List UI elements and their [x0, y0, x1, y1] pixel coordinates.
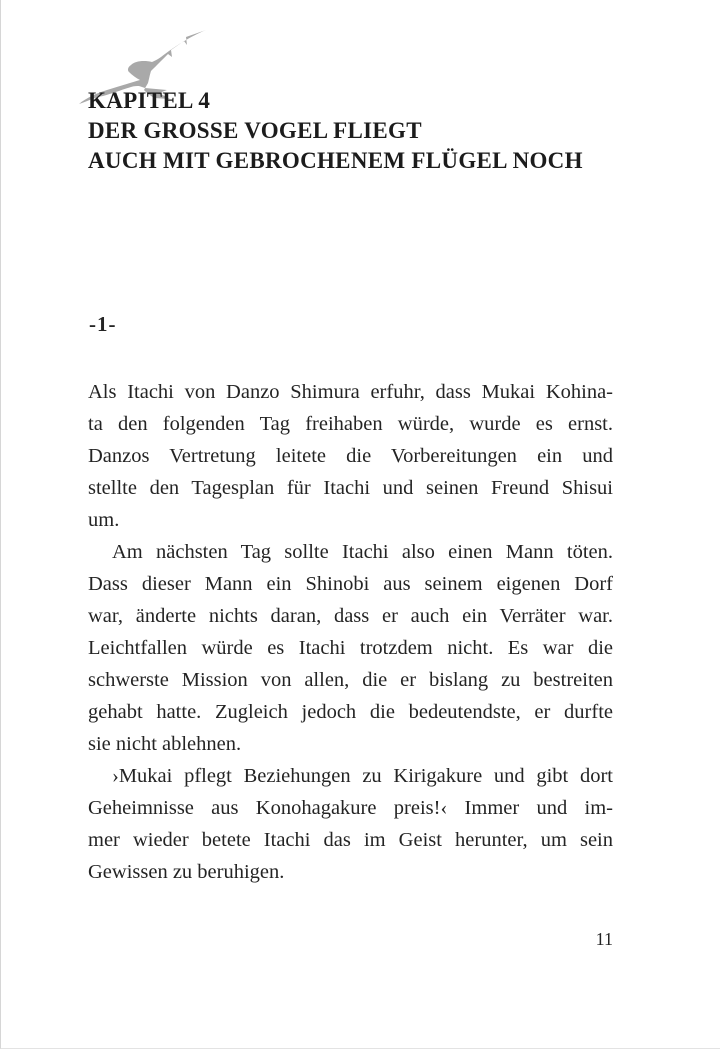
book-page [1, 0, 720, 1048]
body-line: Dass dieser Mann ein Shinobi aus seinem eigenen Dorf [88, 573, 613, 595]
body-line: gehabt hatte. Zugleich jedoch die bedeutendste, er durfte [88, 701, 613, 723]
body-line: Am nächsten Tag sollte Itachi also einen Mann töten. [112, 541, 613, 563]
body-line: Danzos Vertretung leitete die Vorbereitungen ein und [88, 445, 613, 467]
body-line: stellte den Tagesplan für Itachi und seinen Freund Shisui [88, 477, 613, 499]
page-number: 11 [595, 929, 613, 949]
chapter-kicker: KAPITEL 4 [88, 88, 211, 113]
body-text [88, 376, 613, 888]
body-line: schwerste Mission von allen, die er bislang zu bestreiten [88, 669, 613, 691]
body-line: sie nicht ablehnen. [88, 733, 242, 755]
body-line: Gewissen zu beruhigen. [88, 861, 285, 883]
chapter-title-line-2: AUCH MIT GEBROCHENEM FLÜGEL NOCH [88, 148, 583, 173]
body-line: ta den folgenden Tag freihaben würde, wurde es ernst. [88, 413, 613, 435]
section-marker: -1- [89, 312, 117, 336]
chapter-heading [88, 86, 668, 176]
body-line: mer wieder betete Itachi das im Geist herunter, um sein [88, 829, 613, 851]
body-line: Als Itachi von Danzo Shimura erfuhr, dass Mukai Kohina- [88, 381, 613, 403]
body-line: ›Mukai pflegt Beziehungen zu Kirigakure und gibt dort [112, 765, 613, 787]
body-line: um. [88, 509, 120, 531]
body-line: war, änderte nichts daran, dass er auch ein Verräter war. [88, 605, 613, 627]
chapter-title-line-1: DER GROSSE VOGEL FLIEGT [88, 118, 422, 143]
body-line: Geheimnisse aus Konohagakure preis!‹ Immer und im- [88, 797, 613, 819]
body-line: Leichtfallen würde es Itachi trotzdem nicht. Es war die [88, 637, 613, 659]
